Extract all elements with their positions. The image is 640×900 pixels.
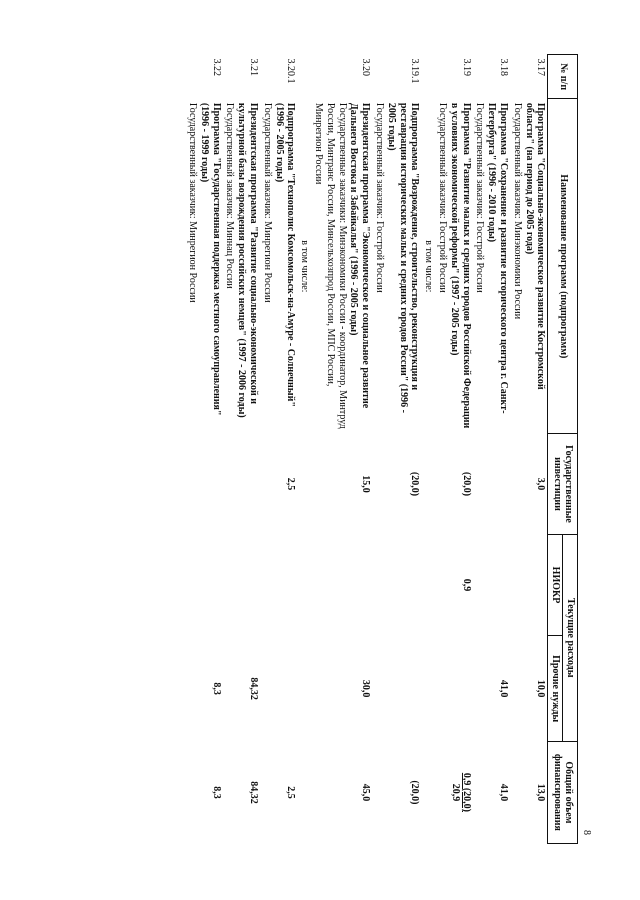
- niokr-value: [185, 534, 222, 636]
- row-number: 3.22: [210, 58, 222, 76]
- program-title: Президентская программа "Развитие социально-экономической и культурной базы возрождения российских немцев" (1997 - 2006 годы): [236, 102, 260, 418]
- investments-value: 15,0: [360, 475, 372, 493]
- program-customer: Государственный заказчик: Госстрой России: [374, 102, 386, 293]
- niokr-value: 0,9: [460, 578, 472, 592]
- row-number: 3.20: [360, 58, 372, 76]
- other-value: 84,32: [248, 677, 260, 700]
- program-cell: [223, 99, 260, 434]
- program-cell: [185, 99, 222, 434]
- niokr-value: [311, 534, 372, 636]
- investments-value: (20,0): [409, 471, 421, 497]
- total-cell: [435, 741, 472, 843]
- row-number: 3.19: [460, 58, 472, 76]
- program-customer: Государственный заказчик: Минрегион России: [261, 102, 273, 303]
- program-title: Программа "Государственная поддержка местного самоуправления" (1996 - 1999 годы): [198, 102, 222, 416]
- header-investments: Государственные инвестиции: [548, 434, 578, 534]
- table-row: [435, 55, 472, 844]
- investments-value: 2,5: [285, 477, 297, 491]
- total-value: 2,5: [285, 786, 297, 799]
- program-title: Программа "Развитие малых и средних городов Российской Федерации в условиях экономической реформы" (1997 - 2005 годы): [448, 102, 472, 429]
- financing-table: [185, 54, 578, 844]
- total-breakdown: 0,9 (20,0): [460, 772, 472, 813]
- program-customer: Государственный заказчик: Минрегион России: [187, 102, 199, 303]
- table-row: [297, 55, 311, 844]
- including-label: в том числе:: [423, 240, 435, 293]
- niokr-value: [223, 534, 260, 636]
- niokr-value: [372, 534, 421, 636]
- page-number: 8: [581, 830, 592, 835]
- other-value: 41,0: [498, 679, 510, 698]
- row-number: 3.21: [248, 58, 260, 76]
- program-cell: [260, 99, 297, 434]
- row-number: 3.20.1: [285, 58, 297, 84]
- program-cell: [435, 99, 472, 434]
- header-total: Общий объем финансирования: [548, 741, 578, 843]
- row-number: 3.18: [498, 58, 510, 76]
- investments-value: (20,0): [460, 471, 472, 497]
- other-value: [435, 636, 472, 741]
- header-current-expenses: Текущие расходы: [563, 534, 578, 741]
- total-value: 45,0: [360, 783, 372, 802]
- header-niokr: НИОКР: [548, 534, 563, 636]
- table-row: [185, 55, 222, 844]
- program-customer: Государственный заказчик: Миннац России: [224, 102, 236, 289]
- total-value: 84,32: [248, 781, 260, 804]
- table-row: [473, 55, 510, 844]
- program-cell: [473, 99, 510, 434]
- niokr-value: [473, 534, 510, 636]
- program-customer: Государственные заказчики: Минэкономики России - координатор, Минтруд России, Минтранс России, Минсельхозпрод России, МПС России, Минрегион России: [313, 102, 348, 429]
- program-customer: Государственный заказчик: Госстрой России: [437, 102, 449, 293]
- table-row: [311, 55, 372, 844]
- other-value: 10,0: [535, 679, 547, 698]
- table-row: [421, 55, 435, 844]
- program-cell: [311, 99, 372, 434]
- niokr-value: [260, 534, 297, 636]
- table-row: [510, 55, 548, 844]
- total-value: 41,0: [498, 783, 510, 802]
- program-title: Президентская программа "Экономическое и социальное развитие Дальнего Востока и Забайкалья" (1996 - 2005 годы): [348, 102, 372, 409]
- total-value: 8,3: [210, 786, 222, 799]
- table-row: [223, 55, 260, 844]
- table-row: [372, 55, 421, 844]
- program-title: Подпрограмма "Технополис Комсомольск-на-Амуре - Солнечный" (1996 - 2005 годы): [273, 102, 297, 407]
- row-number: 3.17: [535, 58, 547, 76]
- header-no: № п/п: [548, 55, 578, 99]
- investments-value: [185, 434, 222, 534]
- investments-value: [473, 434, 510, 534]
- header-name: Наименование программ (подпрограмм): [548, 99, 578, 434]
- program-customer: Государственный заказчик: Госстрой России: [474, 102, 486, 293]
- row-number: 3.19.1: [409, 58, 421, 84]
- including-label: в том числе:: [299, 240, 311, 293]
- total-value: 20,9: [449, 783, 461, 802]
- other-value: 30,0: [360, 679, 372, 698]
- other-value: 8,3: [210, 682, 222, 695]
- program-cell: [372, 99, 421, 434]
- other-value: [372, 636, 421, 741]
- table-row: [260, 55, 297, 844]
- program-title: Подпрограмма "Возрождение, строительство, реконструкция и реставрация исторических малых и средних городов России" (1996 - 2005 годы): [385, 102, 421, 413]
- total-value: 13,0: [535, 783, 547, 802]
- program-title: Программа "Сохранение и развитие исторического центра г. Санкт-Петербурга" (1996 - 2010 годы): [486, 102, 510, 414]
- investments-value: 3,0: [535, 477, 547, 491]
- other-value: [260, 636, 297, 741]
- total-value: (20,0): [409, 780, 421, 805]
- program-customer: Государственный заказчик: Минэкономики России: [511, 102, 523, 320]
- investments-value: [223, 434, 260, 534]
- program-title: Программа "Социально-экономическое развитие Костромской области" (на период до 2005 года): [523, 102, 547, 390]
- niokr-value: [510, 534, 548, 636]
- program-cell: [510, 99, 548, 434]
- header-other: Прочие нужды: [548, 636, 563, 741]
